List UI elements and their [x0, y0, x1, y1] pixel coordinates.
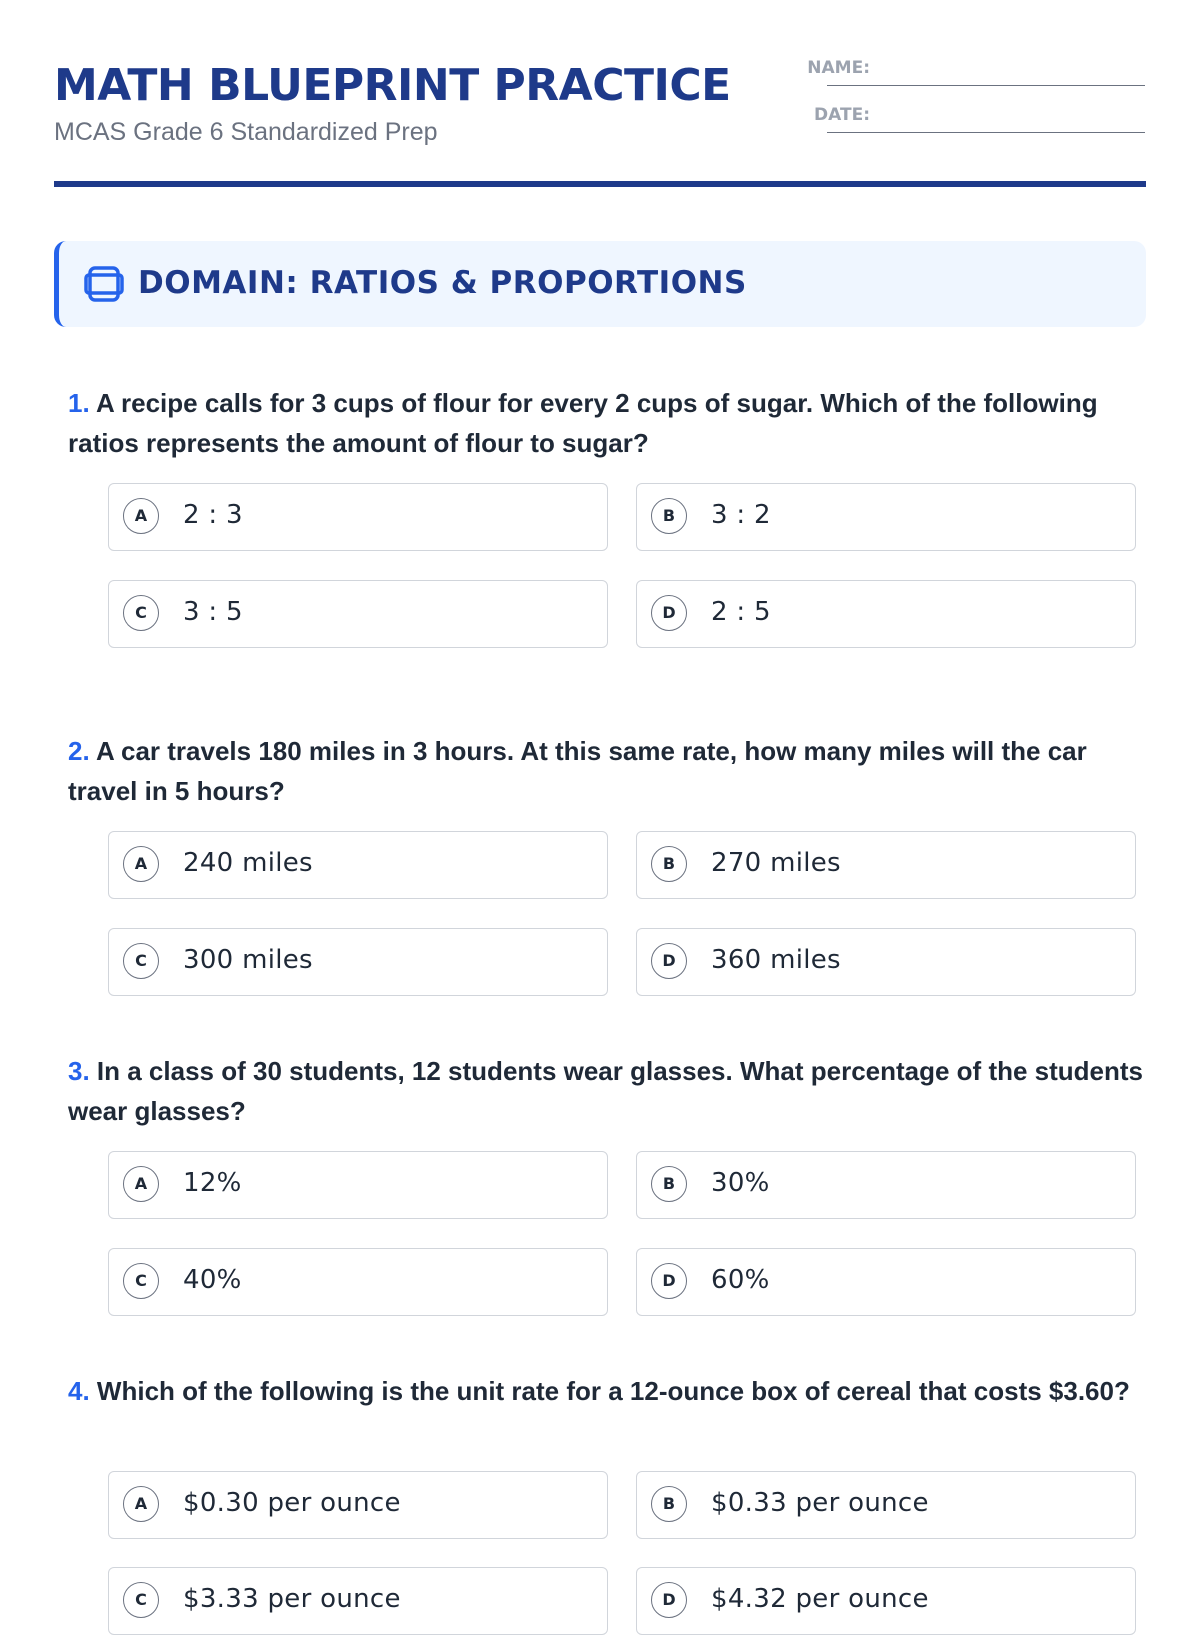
choice-2c[interactable]	[108, 928, 608, 996]
choice-text: 60%	[711, 1265, 770, 1295]
choice-3d[interactable]	[636, 1248, 1136, 1316]
layers-icon	[84, 264, 124, 304]
question-prompt: A recipe calls for 3 cups of flour for every 2 cups of sugar. Which of the following ratios represents the amount of flour to sugar?	[68, 388, 1098, 458]
question-text	[68, 383, 1148, 463]
choice-text: $4.32 per ounce	[711, 1584, 929, 1614]
choice-letter: C	[123, 1582, 159, 1618]
question-prompt: In a class of 30 students, 12 students wear glasses. What percentage of the students wear glasses?	[68, 1056, 1144, 1126]
choice-text: 240 miles	[183, 848, 313, 878]
question-number: 4.	[68, 1376, 90, 1406]
choice-4b[interactable]	[636, 1471, 1136, 1539]
domain-title: DOMAIN: RATIOS & PROPORTIONS	[138, 265, 747, 301]
choice-3c[interactable]	[108, 1248, 608, 1316]
choice-letter: D	[651, 1582, 687, 1618]
choice-letter: C	[123, 943, 159, 979]
choice-text: 2 : 3	[183, 500, 243, 530]
choice-text: 40%	[183, 1265, 242, 1295]
choice-letter: A	[123, 1486, 159, 1522]
question-4	[68, 1371, 1148, 1411]
choice-1c[interactable]	[108, 580, 608, 648]
choice-letter: D	[651, 595, 687, 631]
question-text	[68, 1371, 1148, 1411]
choice-text: 3 : 5	[183, 597, 243, 627]
choice-letter: B	[651, 1486, 687, 1522]
choice-letter: D	[651, 1263, 687, 1299]
question-number: 3.	[68, 1056, 90, 1086]
choice-text: 270 miles	[711, 848, 841, 878]
question-1	[68, 383, 1148, 463]
choice-2d[interactable]	[636, 928, 1136, 996]
choice-4c[interactable]	[108, 1567, 608, 1635]
choice-3a[interactable]	[108, 1151, 608, 1219]
choice-text: 300 miles	[183, 945, 313, 975]
question-prompt: A car travels 180 miles in 3 hours. At this same rate, how many miles will the car travel in 5 hours?	[68, 736, 1087, 806]
choice-letter: D	[651, 943, 687, 979]
name-label: NAME:	[807, 58, 870, 78]
choice-1a[interactable]	[108, 483, 608, 551]
choice-2a[interactable]	[108, 831, 608, 899]
question-prompt: Which of the following is the unit rate for a 12-ounce box of cereal that costs $3.60?	[96, 1376, 1130, 1406]
header-divider	[54, 181, 1146, 187]
choice-text: 360 miles	[711, 945, 841, 975]
worksheet-header	[54, 56, 1146, 186]
choice-letter: A	[123, 1166, 159, 1202]
question-text	[68, 731, 1148, 811]
choice-text: $3.33 per ounce	[183, 1584, 401, 1614]
choice-4a[interactable]	[108, 1471, 608, 1539]
choice-letter: A	[123, 498, 159, 534]
name-field[interactable]	[827, 85, 1145, 86]
page-subtitle: MCAS Grade 6 Standardized Prep	[54, 118, 438, 146]
question-2	[68, 731, 1148, 811]
choice-letter: C	[123, 1263, 159, 1299]
choice-text: 30%	[711, 1168, 770, 1198]
choice-letter: A	[123, 846, 159, 882]
question-3	[68, 1051, 1148, 1131]
choice-letter: B	[651, 1166, 687, 1202]
page-title: MATH BLUEPRINT PRACTICE	[54, 60, 731, 111]
domain-banner	[54, 241, 1146, 327]
question-number: 2.	[68, 736, 90, 766]
question-number: 1.	[68, 388, 90, 418]
choice-text: $0.33 per ounce	[711, 1488, 929, 1518]
choice-1d[interactable]	[636, 580, 1136, 648]
date-field[interactable]	[827, 132, 1145, 133]
choice-letter: B	[651, 846, 687, 882]
choice-text: $0.30 per ounce	[183, 1488, 401, 1518]
question-text	[68, 1051, 1148, 1131]
choice-2b[interactable]	[636, 831, 1136, 899]
choice-text: 3 : 2	[711, 500, 771, 530]
choice-text: 2 : 5	[711, 597, 771, 627]
choice-4d[interactable]	[636, 1567, 1136, 1635]
choice-1b[interactable]	[636, 483, 1136, 551]
choice-text: 12%	[183, 1168, 242, 1198]
choice-3b[interactable]	[636, 1151, 1136, 1219]
date-label: DATE:	[814, 105, 870, 125]
choice-letter: B	[651, 498, 687, 534]
choice-letter: C	[123, 595, 159, 631]
